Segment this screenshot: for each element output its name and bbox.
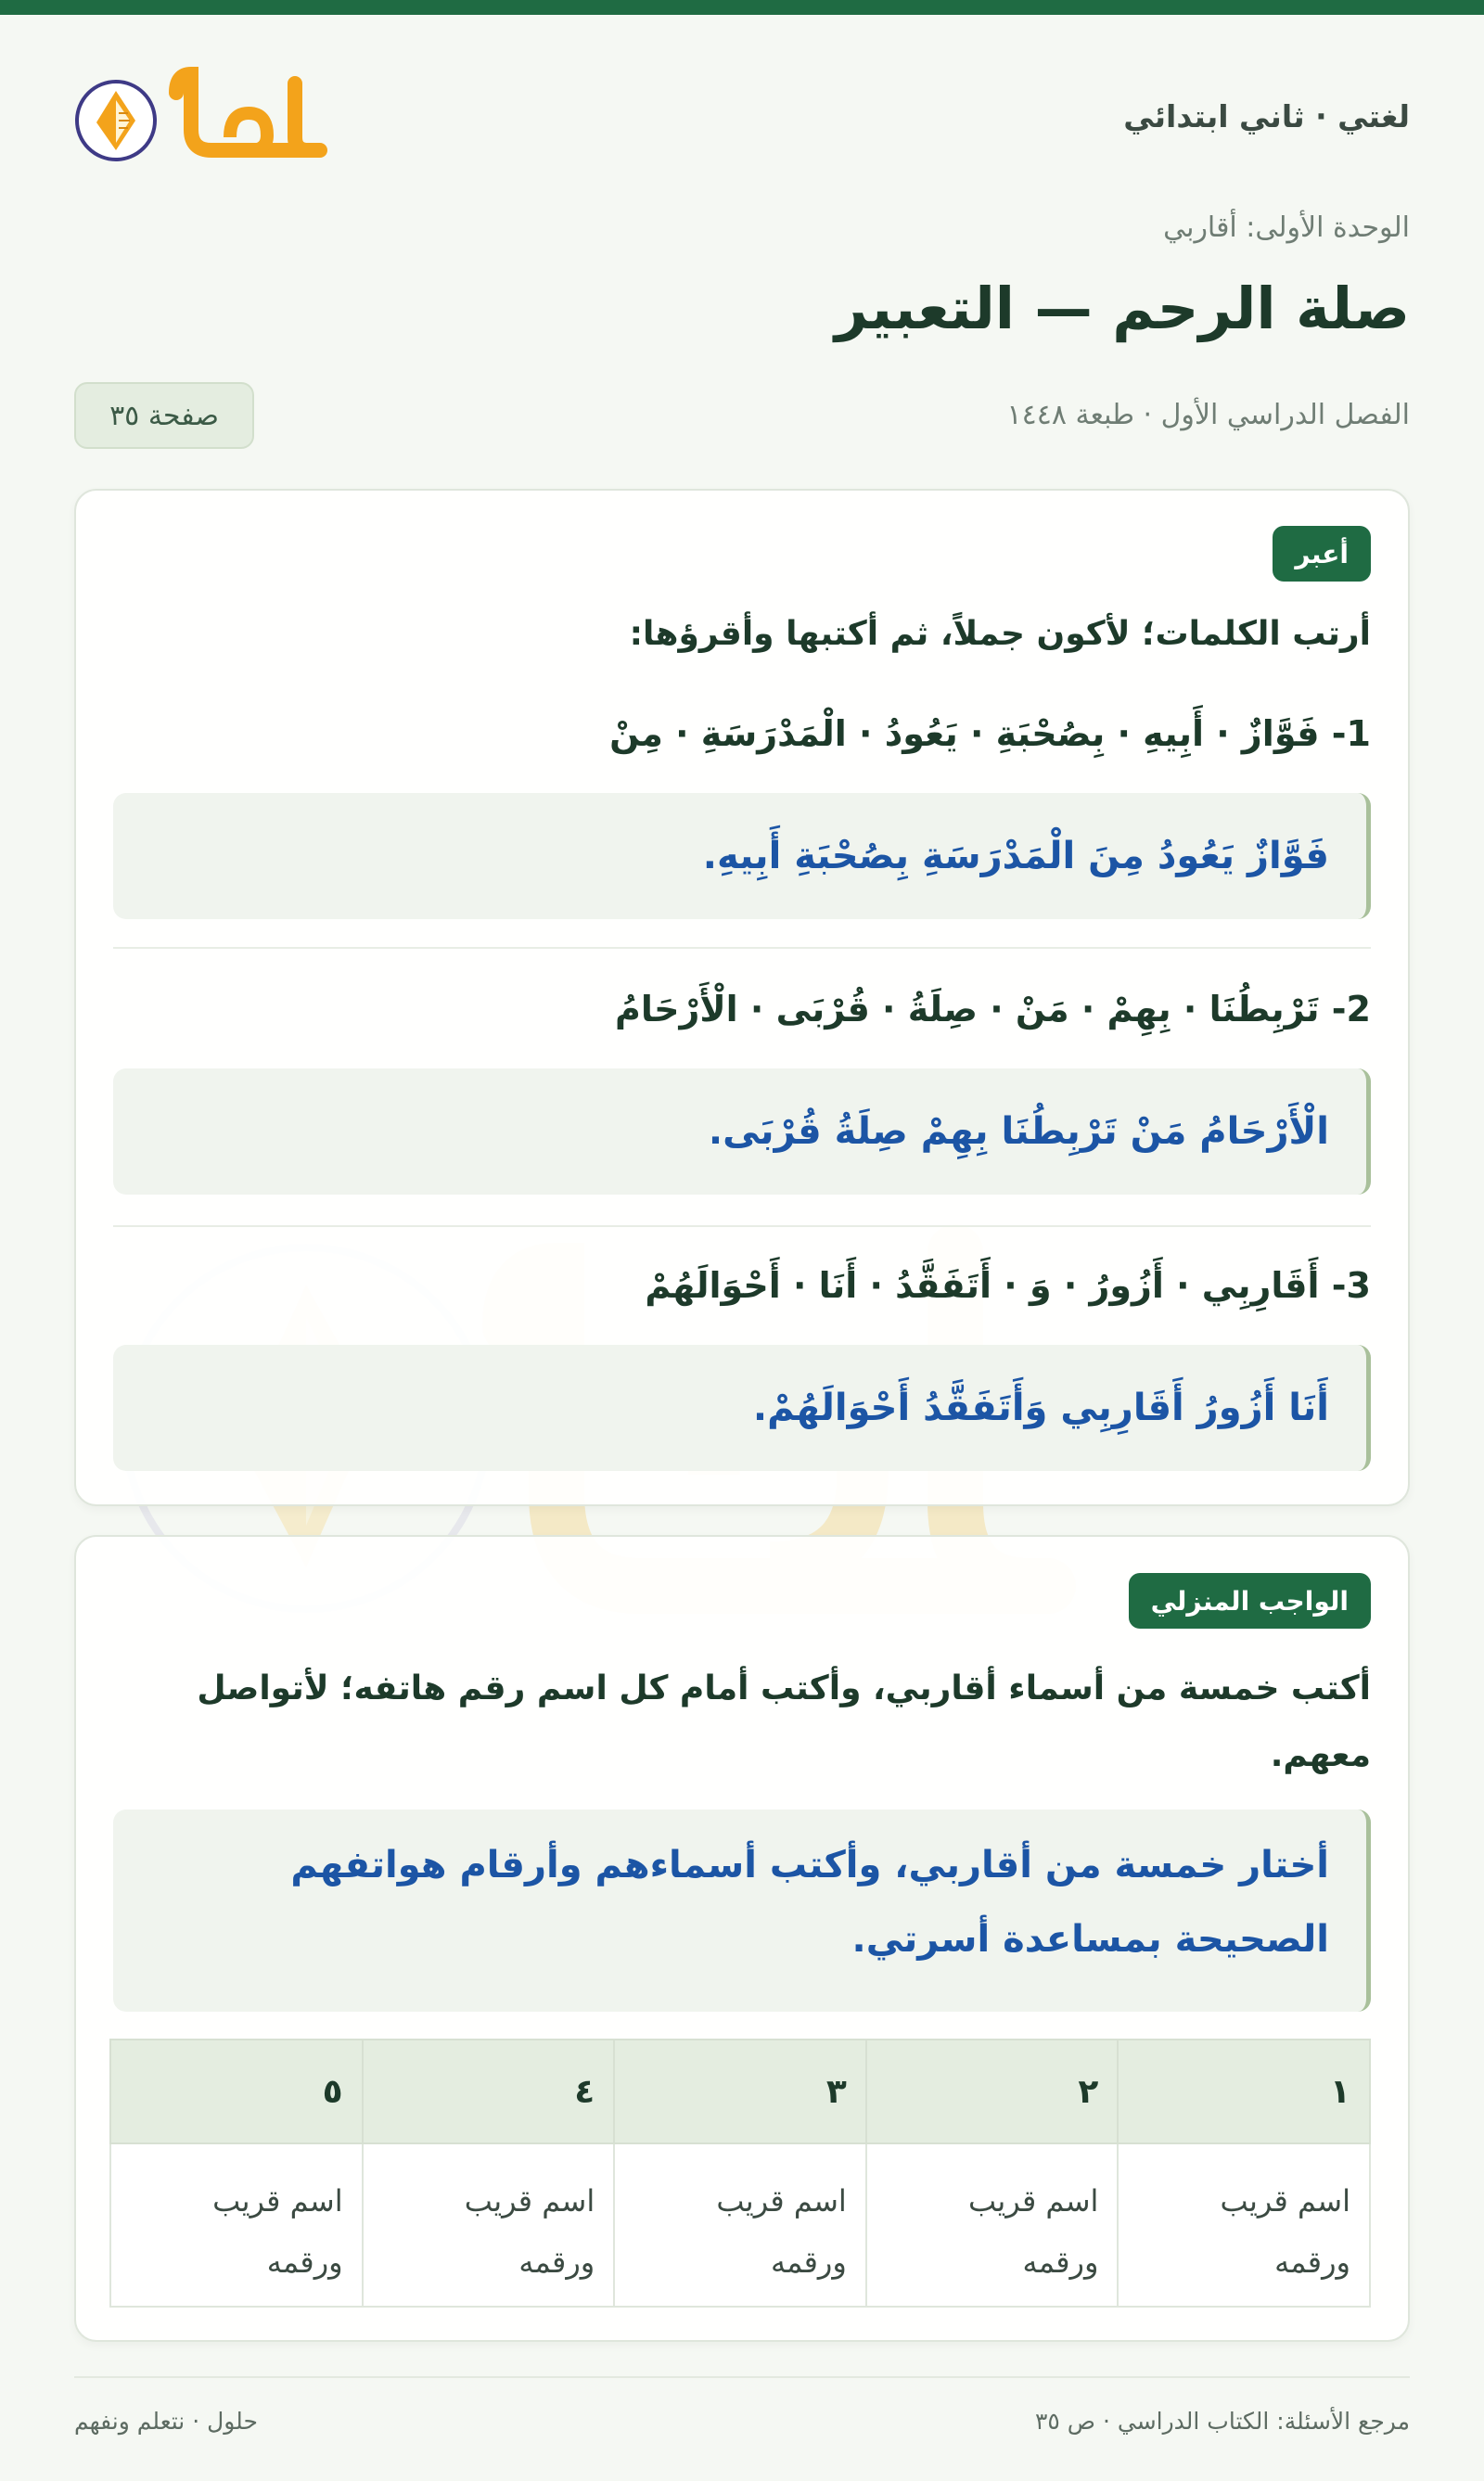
table-row (110, 2143, 1370, 2307)
homework-instruction: أكتب خمسة من أسماء أقاربي، وأكتب أمام كل اسم رقم هاتفه؛ لأتواصل معهم. (197, 1669, 1371, 1774)
table-cell-1[interactable]: اسم قريب ورقمه (1118, 2143, 1370, 2307)
footer-slogan: حلول · نتعلم ونفهم (74, 2408, 258, 2435)
page-number-badge: صفحة ٣٥ (74, 382, 254, 449)
question-3: 3- أَقَارِبِي · أَزُورُ · وَ · أَتَفَقَّدُ · أَنَا · أَحْوَالَهُمْ (645, 1265, 1371, 1306)
column-header-1: ١ (1118, 2040, 1370, 2143)
question-2: 2- تَرْبِطُنَا · بِهِمْ · مَنْ · صِلَةُ · قُرْبَى · الْأَرْحَامُ (615, 989, 1371, 1029)
top-accent-bar (0, 0, 1484, 15)
column-header-4: ٤ (363, 2040, 615, 2143)
table-cell-5[interactable]: اسم قريب ورقمه (110, 2143, 363, 2307)
brand-title: لغتي · ثاني ابتدائي (1123, 98, 1410, 134)
page-title: صلة الرحم — التعبير (835, 275, 1410, 342)
edition-meta: الفصل الدراسي الأول · طبعة ١٤٤٨ (1006, 399, 1410, 431)
answer-1: فَوَّازٌ يَعُودُ مِنَ الْمَدْرَسَةِ بِصُحْبَةِ أَبِيهِ. (113, 793, 1371, 919)
brand-logo[interactable] (74, 65, 334, 167)
column-header-3: ٣ (614, 2040, 866, 2143)
homework-tag: الواجب المنزلي (1129, 1573, 1371, 1629)
homework-card (74, 1535, 1410, 2342)
express-card (74, 489, 1410, 1506)
relatives-table (109, 2039, 1371, 2308)
unit-label: الوحدة الأولى: أقاربي (1163, 211, 1410, 244)
divider (113, 947, 1371, 949)
footer-reference: مرجع الأسئلة: الكتاب الدراسي · ص ٣٥ (1034, 2408, 1410, 2435)
page-header (74, 65, 1410, 167)
table-cell-3[interactable]: اسم قريب ورقمه (614, 2143, 866, 2307)
question-1: 1- فَوَّازٌ · أَبِيهِ · بِصُحْبَةِ · يَعُودُ · الْمَدْرَسَةِ · مِنْ (609, 713, 1371, 754)
answer-3: أَنَا أَزُورُ أَقَارِبِي وَأَتَفَقَّدُ أَحْوَالَهُمْ. (113, 1345, 1371, 1471)
express-instruction: أرتب الكلمات؛ لأكون جملاً، ثم أكتبها وأقرؤها: (629, 615, 1371, 653)
express-tag: أعبر (1273, 526, 1371, 582)
table-cell-2[interactable]: اسم قريب ورقمه (866, 2143, 1119, 2307)
column-header-2: ٢ (866, 2040, 1119, 2143)
footer-divider (74, 2376, 1410, 2378)
column-header-5: ٥ (110, 2040, 363, 2143)
divider (113, 1225, 1371, 1227)
homework-answer: أختار خمسة من أقاربي، وأكتب أسماءهم وأرقام هواتفهم الصحيحة بمساعدة أسرتي. (113, 1810, 1371, 2012)
answer-2: الْأَرْحَامُ مَنْ تَرْبِطُنَا بِهِمْ صِلَةُ قُرْبَى. (113, 1068, 1371, 1195)
table-cell-4[interactable]: اسم قريب ورقمه (363, 2143, 615, 2307)
